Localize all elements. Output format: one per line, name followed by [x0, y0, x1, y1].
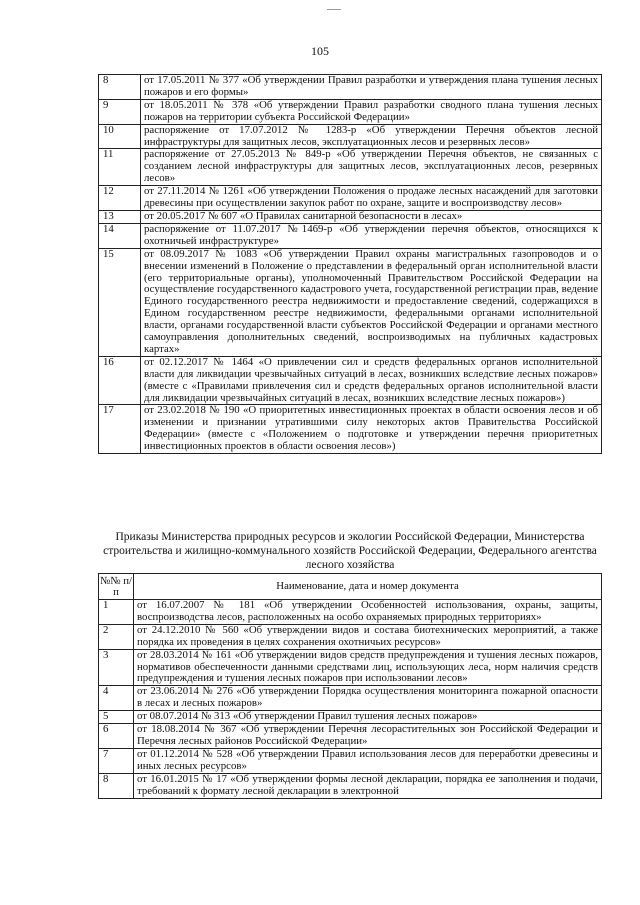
table-row	[99, 773, 602, 798]
table-row	[99, 248, 602, 356]
row-number: 8	[99, 75, 141, 100]
row-number: 12	[99, 186, 141, 211]
table-row	[99, 711, 602, 724]
row-number: 8	[99, 773, 134, 798]
table-row	[99, 210, 602, 223]
row-number: 3	[99, 649, 134, 686]
row-number: 2	[99, 624, 134, 649]
row-number: 5	[99, 711, 134, 724]
table-body	[99, 75, 602, 454]
document-reference: от 20.05.2017 № 607 «О Правилах санитарной безопасности в лесах»	[141, 210, 602, 223]
document-reference: от 16.07.2007 № 181 «Об утверждении Особенностей использования, охраны, защиты, воспроизводства лесов, расположенных на особо охраняемых природных территориях»	[134, 600, 602, 625]
table-row	[99, 748, 602, 773]
row-number: 17	[99, 405, 141, 454]
document-reference: от 18.08.2014 № 367 «Об утверждении Перечня лесорастительных зон Российской Федерации и Перечня лесных районов Российской Федерации»	[134, 724, 602, 749]
header-number: №№ п/п	[99, 575, 133, 598]
table-row	[99, 75, 602, 100]
row-number: 4	[99, 686, 134, 711]
row-number: 16	[99, 356, 141, 405]
table-row	[99, 124, 602, 149]
document-reference: от 16.01.2015 № 17 «Об утверждении формы лесной декларации, порядка ее заполнения и подачи, требований к формату лесной декларации в электронной	[134, 773, 602, 798]
page-number: 105	[311, 44, 329, 58]
table-row	[99, 149, 602, 186]
document-reference: от 17.05.2011 № 377 «Об утверждении Правил разработки и утверждения плана тушения лесных пожаров и его формы»	[141, 75, 602, 100]
row-number: 15	[99, 248, 141, 356]
table-row	[99, 649, 602, 686]
document-reference: от 23.06.2014 № 276 «Об утверждении Порядка осуществления мониторинга пожарной опасности в лесах и лесных пожаров»	[134, 686, 602, 711]
table-body	[99, 600, 602, 799]
row-number: 13	[99, 210, 141, 223]
row-number: 14	[99, 223, 141, 248]
government-decrees-table	[98, 74, 602, 454]
scan-mark	[327, 9, 341, 10]
document-reference: распоряжение от 11.07.2017 №1469-р «Об утверждении перечня объектов, относящихся к охотничьей инфраструктуре»	[141, 223, 602, 248]
table-header	[99, 574, 602, 600]
table-row	[99, 223, 602, 248]
section-heading: Приказы Министерства природных ресурсов и экологии Российской Федерации, Министерства строительства и жилищно-коммунального хозяйств Российской Федерации, Федерального агентства лесного хозяйства	[103, 531, 597, 571]
document-reference: от 23.02.2018 № 190 «О приоритетных инвестиционных проектах в области освоения лесов и об изменении и признании утратившими силу некоторых актов Правительства Российской Федерации» (вместе с «Положением о подготовке и утверждении перечня приоритетных инвестиционных проектов в области освоения лесов»)	[141, 405, 602, 454]
header-row	[99, 574, 602, 600]
document-reference: от 01.12.2014 № 528 «Об утверждении Правил использования лесов для переработки древесины и иных лесных ресурсов»	[134, 748, 602, 773]
row-number: 1	[99, 600, 134, 625]
table-row	[99, 624, 602, 649]
table-row	[99, 600, 602, 625]
document-reference: распоряжение от 17.07.2012 № 1283-р «Об утверждении Перечня объектов лесной инфраструктуры для защитных лесов, эксплуатационных лесов и резервных лесов»	[141, 124, 602, 149]
table-row	[99, 405, 602, 454]
table-row	[99, 99, 602, 124]
header-document-name: Наименование, дата и номер документа	[134, 574, 602, 600]
table-row	[99, 356, 602, 405]
document-reference: от 28.03.2014 № 161 «Об утверждении видов средств предупреждения и тушения лесных пожаров, нормативов обеспеченности данными средствами лиц, использующих леса, норм наличия средств предупреждения и тушения лесных пожаров при использовании лесов»	[134, 649, 602, 686]
row-number: 6	[99, 724, 134, 749]
document-reference: от 27.11.2014 № 1261 «Об утверждении Положения о продаже лесных насаждений для заготовки древесины при осуществлении закупок работ по охране, защите и воспроизводству лесов»	[141, 186, 602, 211]
ministry-orders-table	[98, 573, 602, 799]
document-reference: от 02.12.2017 № 1464 «О привлечении сил и средств федеральных органов исполнительной власти для ликвидации чрезвычайных ситуаций в лесах, возникших вследствие лесных пожаров» (вместе с «Правилами привлечения сил и средств федеральных органов исполнительной власти для ликвидации чрезвычайных ситуаций в лесах, возникших вследствие лесных пожаров»)	[141, 356, 602, 405]
table-row	[99, 724, 602, 749]
row-number: 10	[99, 124, 141, 149]
row-number: 9	[99, 99, 141, 124]
document-reference: от 08.07.2014 № 313 «Об утверждении Правил тушения лесных пожаров»	[134, 711, 602, 724]
document-reference: от 08.09.2017 № 1083 «Об утверждении Правил охраны магистральных газопроводов и о внесении изменений в Положение о представлении в федеральный орган исполнительной власти (его территориальные органы), уполномоченный Правительством Российской Федерации на осуществление государственного кадастрового учета, государственной регистрации прав, ведение Единого государственного реестра недвижимости и предоставление сведений, содержащихся в Едином государственном реестре недвижимости, федеральными органами исполнительной власти, органами государственной власти субъектов Российской Федерации и органами местного самоуправления дополнительных сведений, воспроизводимых на публичных кадастровых картах»	[141, 248, 602, 356]
document-reference: от 18.05.2011 № 378 «Об утверждении Правил разработки сводного плана тушения лесных пожаров на территории субъекта Российской Федерации»	[141, 99, 602, 124]
table-row	[99, 186, 602, 211]
table-row	[99, 686, 602, 711]
row-number: 7	[99, 748, 134, 773]
document-reference: распоряжение от 27.05.2013 № 849-р «Об утверждении Перечня объектов, не связанных с созданием лесной инфраструктуры для защитных лесов, эксплуатационных лесов, резервных лесов»	[141, 149, 602, 186]
document-reference: от 24.12.2010 № 560 «Об утверждении видов и состава биотехнических мероприятий, а также порядка их проведения в целях сохранения охотничьих ресурсов»	[134, 624, 602, 649]
row-number: 11	[99, 149, 141, 186]
